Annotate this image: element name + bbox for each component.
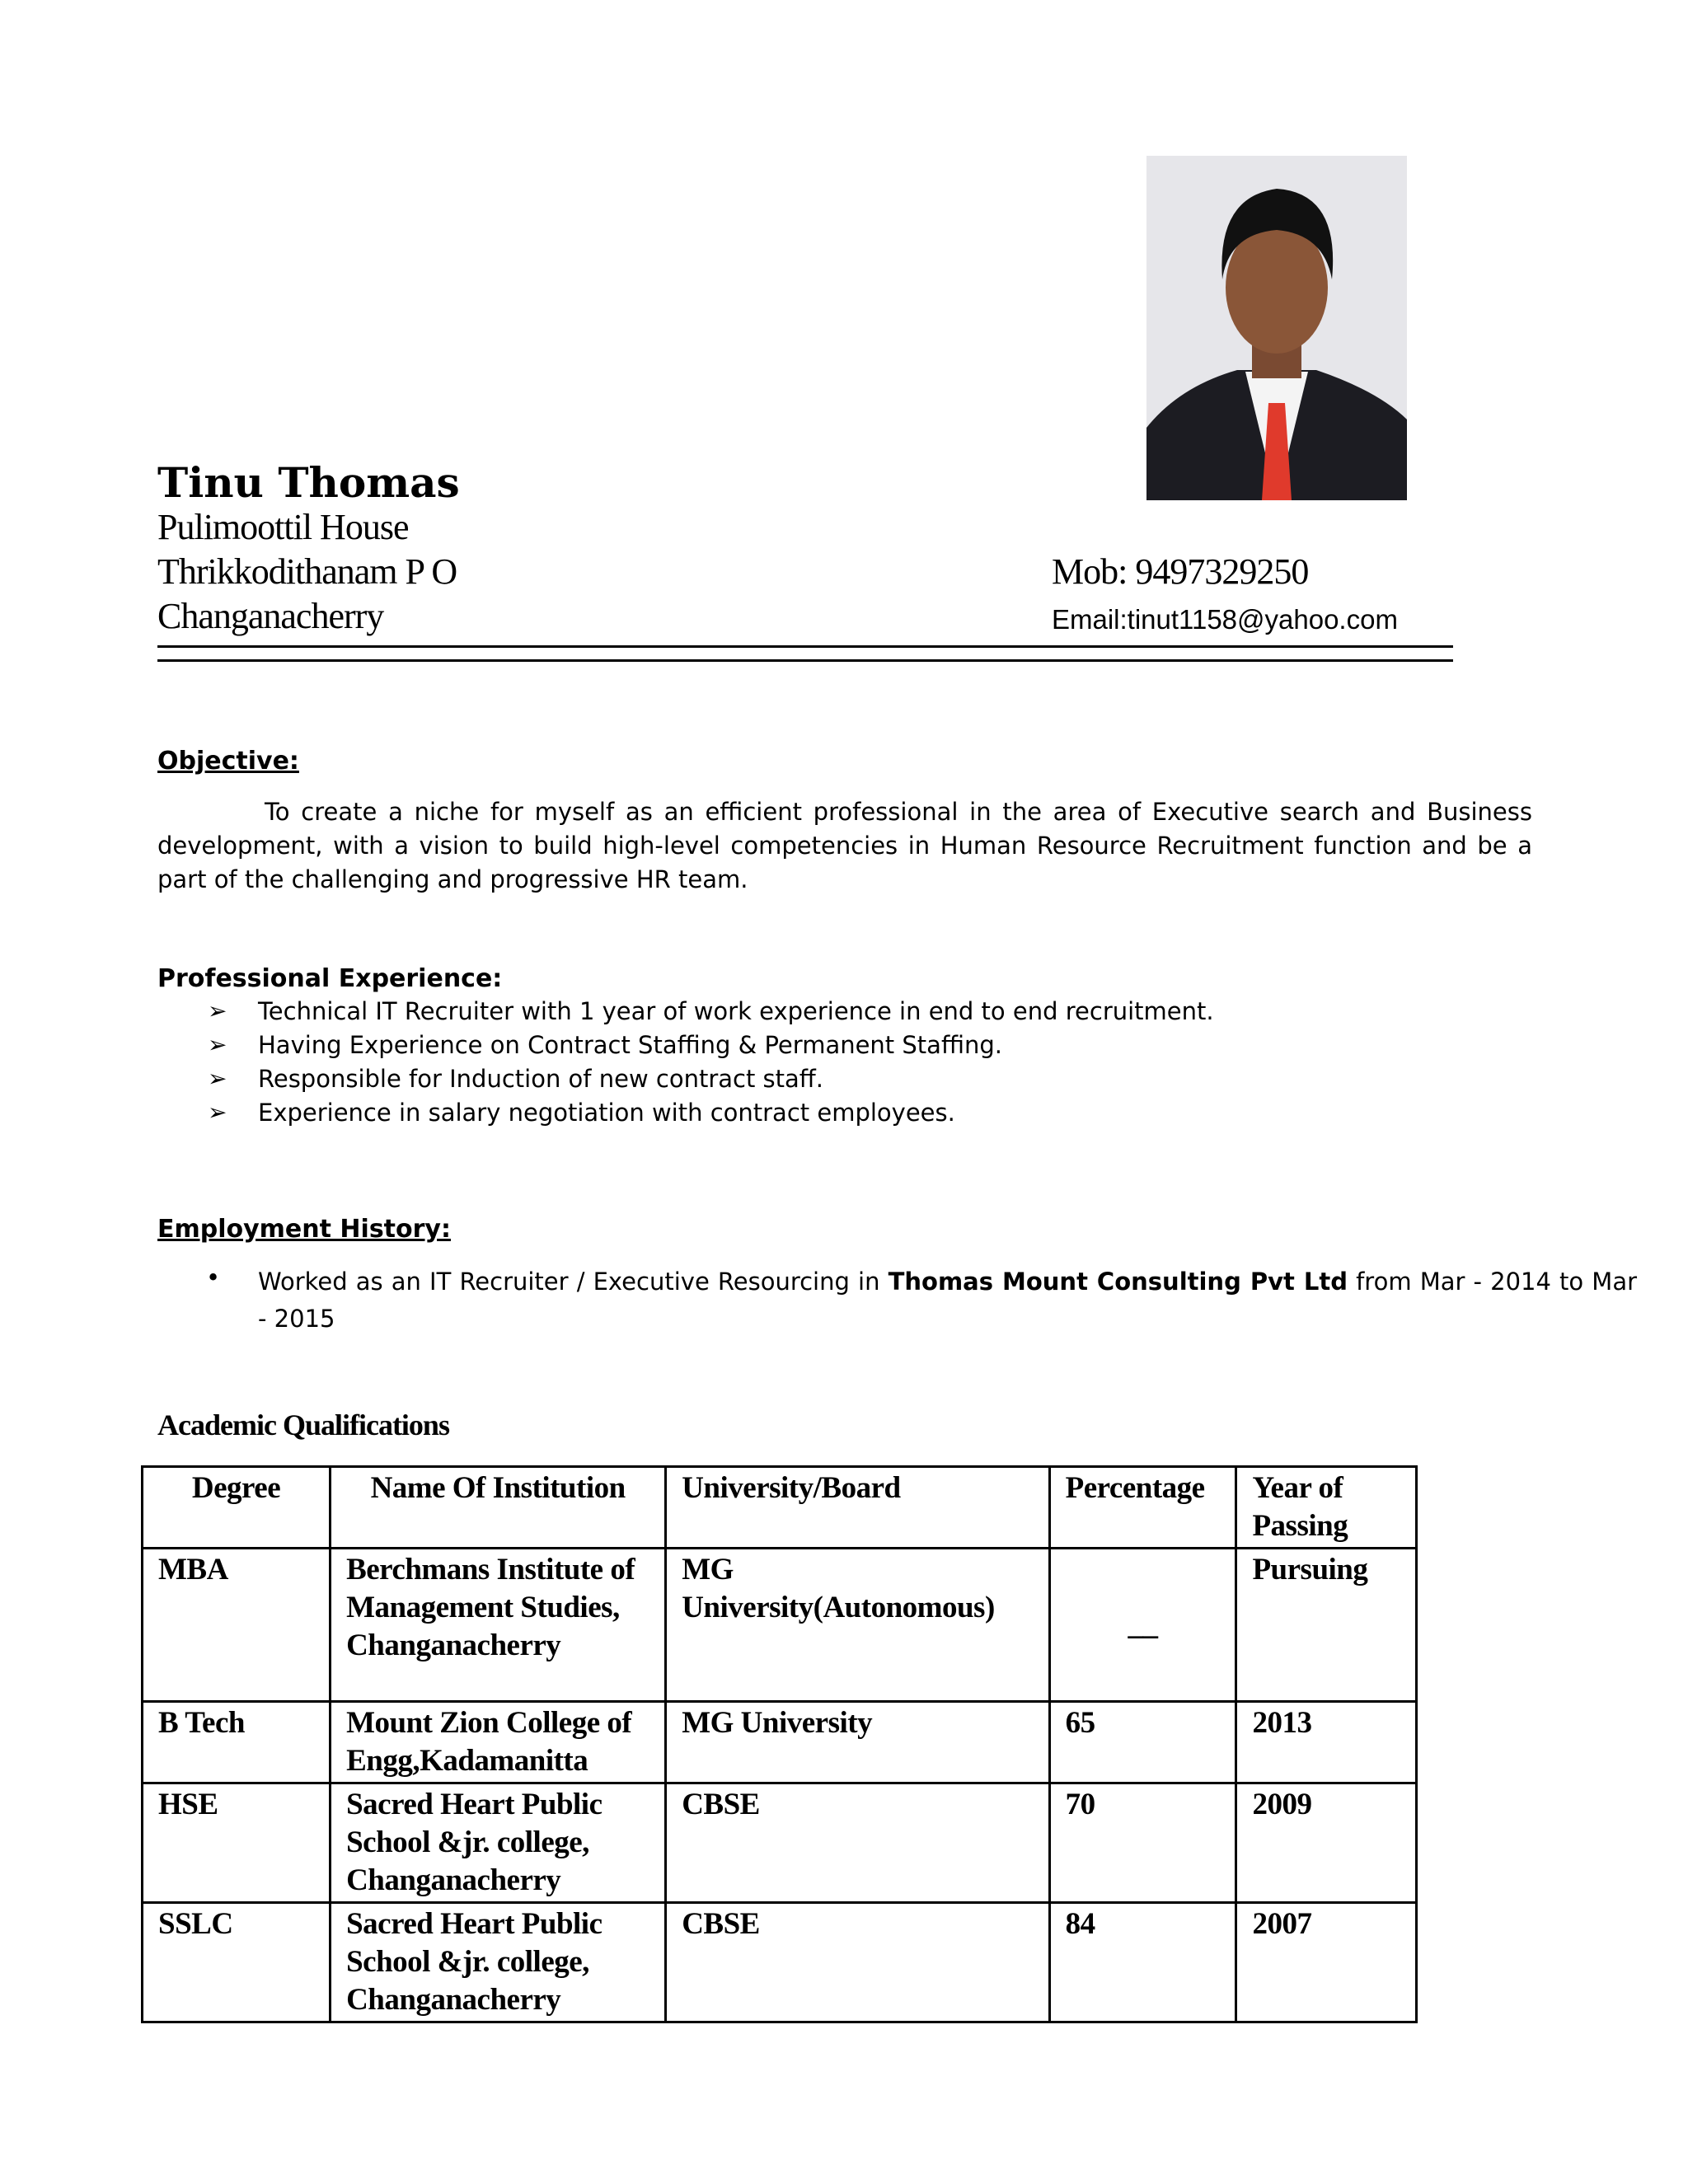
- column-header: University/Board: [666, 1467, 1049, 1549]
- employment-heading: Employment History:: [157, 1215, 451, 1244]
- academic-heading: Academic Qualifications: [157, 1408, 449, 1441]
- year-cell: 2007: [1236, 1903, 1417, 2022]
- experience-item: Responsible for Induction of new contract staff.: [258, 1065, 823, 1093]
- experience-item: Having Experience on Contract Staffing & Permanent Staffing.: [258, 1031, 1002, 1059]
- percentage-cell: 65: [1049, 1702, 1236, 1783]
- objective-heading: Objective:: [157, 747, 299, 776]
- arrow-bullet-icon: ➢: [208, 1099, 227, 1126]
- percentage-cell: 84: [1049, 1903, 1236, 2022]
- degree-cell: HSE: [143, 1783, 331, 1903]
- degree-cell: B Tech: [143, 1702, 331, 1783]
- objective-text: [157, 795, 1532, 897]
- email-address: Email:tinut1158@yahoo.com: [1052, 604, 1398, 635]
- profile-photo: [1146, 156, 1407, 500]
- university-cell: MG University: [666, 1702, 1049, 1783]
- academic-table: [141, 1465, 1418, 2023]
- column-header: Degree: [143, 1467, 331, 1549]
- university-cell: CBSE: [666, 1903, 1049, 2022]
- university-cell: CBSE: [666, 1783, 1049, 1903]
- column-header: Percentage: [1049, 1467, 1236, 1549]
- address-line-1: Pulimoottil House: [157, 507, 409, 547]
- header-divider-bottom: [157, 659, 1453, 662]
- year-cell: Pursuing: [1236, 1549, 1417, 1702]
- table-row: [143, 1549, 1417, 1702]
- table-row: [143, 1702, 1417, 1783]
- percentage-cell: 70: [1049, 1783, 1236, 1903]
- address-line-3: Changanacherry: [157, 596, 384, 636]
- degree-cell: MBA: [143, 1549, 331, 1702]
- year-cell: 2013: [1236, 1702, 1417, 1783]
- arrow-bullet-icon: ➢: [208, 1065, 227, 1092]
- column-header: Name Of Institution: [331, 1467, 666, 1549]
- institution-cell: Berchmans Institute of Management Studies, Changanacherry: [331, 1549, 666, 1702]
- institution-cell: Sacred Heart Public School &jr. college, Changanacherry: [331, 1903, 666, 2022]
- address-line-2: Thrikkodithanam P O: [157, 551, 457, 592]
- degree-cell: SSLC: [143, 1903, 331, 2022]
- university-cell: MG University(Autonomous): [666, 1549, 1049, 1702]
- objective-body: To create a niche for myself as an efficient professional in the area of Executive search and Business development, with a vision to build high-level competencies in Human Resource Recruitment function and be a part of the challenging and progressive HR team.: [157, 798, 1532, 893]
- header-divider-top: [157, 645, 1453, 648]
- experience-item: Experience in salary negotiation with contract employees.: [258, 1099, 955, 1127]
- year-cell: 2009: [1236, 1783, 1417, 1903]
- table-row: [143, 1783, 1417, 1903]
- employment-prefix: Worked as an IT Recruiter / Executive Resourcing in: [258, 1268, 889, 1296]
- column-header: Year of Passing: [1236, 1467, 1417, 1549]
- bullet-icon: •: [206, 1263, 221, 1291]
- institution-cell: Mount Zion College of Engg,Kadamanitta: [331, 1702, 666, 1783]
- percentage-cell: __: [1049, 1549, 1236, 1702]
- mobile-number: Mob: 9497329250: [1052, 551, 1309, 592]
- employment-company: Thomas Mount Consulting Pvt Ltd: [888, 1268, 1348, 1296]
- employment-suffix: from Mar - 2014 to Mar - 2015: [258, 1268, 1638, 1333]
- employment-item: [258, 1263, 1637, 1338]
- arrow-bullet-icon: ➢: [208, 1031, 227, 1058]
- arrow-bullet-icon: ➢: [208, 997, 227, 1024]
- institution-cell: Sacred Heart Public School &jr. college, Changanacherry: [331, 1783, 666, 1903]
- table-row: [143, 1903, 1417, 2022]
- experience-heading: Professional Experience:: [157, 964, 503, 993]
- experience-item: Technical IT Recruiter with 1 year of work experience in end to end recruitment.: [258, 997, 1214, 1025]
- table-header-row: [143, 1467, 1417, 1549]
- candidate-name: Tinu Thomas: [157, 458, 460, 507]
